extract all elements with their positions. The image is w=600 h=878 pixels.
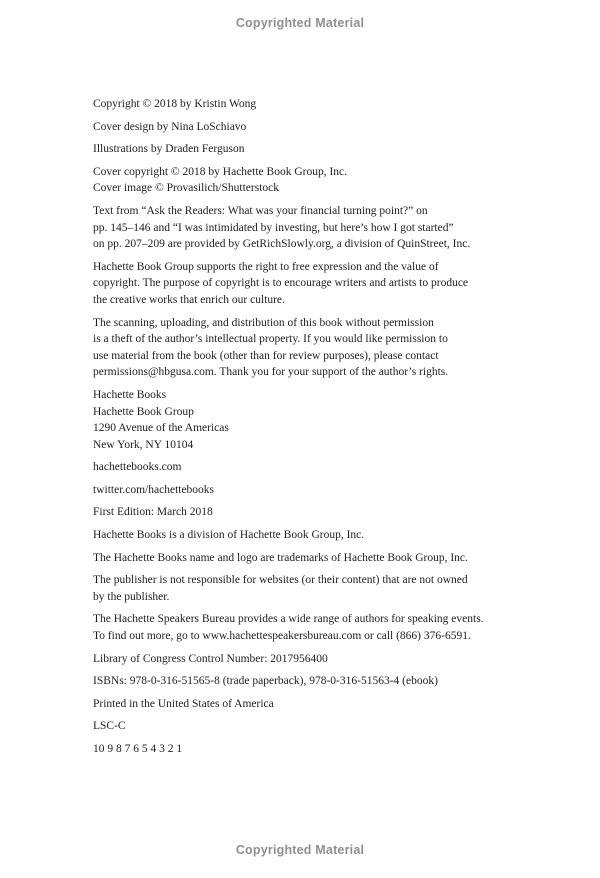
paragraph	[93, 203, 523, 253]
paragraph	[93, 741, 523, 758]
text-line: permissions@hbgusa.com. Thank you for your support of the author’s rights.	[93, 366, 449, 379]
text-line: hachettebooks.com	[93, 461, 182, 474]
text-line: Cover copyright © 2018 by Hachette Book Group, Inc.	[93, 165, 348, 178]
text-line: Illustrations by Draden Ferguson	[93, 143, 245, 156]
paragraph	[93, 611, 523, 644]
paragraph	[93, 696, 523, 713]
text-line: Library of Congress Control Number: 2017956400	[93, 652, 328, 665]
text-line: Text from “Ask the Readers: What was your financial turning point?” on	[93, 204, 428, 217]
paragraph	[93, 673, 523, 690]
text-line: Copyright © 2018 by Kristin Wong	[93, 98, 257, 110]
text-line: use material from the book (other than for review purposes), please contact	[93, 349, 439, 362]
paragraph	[93, 96, 523, 113]
text-line: To find out more, go to www.hachettespeakersbureau.com or call (866) 376-6591.	[93, 630, 471, 643]
text-line: 1290 Avenue of the Americas	[93, 422, 229, 435]
text-line: The Hachette Speakers Bureau provides a wide range of authors for speaking events.	[93, 613, 484, 626]
paragraph	[93, 718, 523, 735]
text-line: Printed in the United States of America	[93, 697, 274, 710]
paragraph	[93, 550, 523, 567]
paragraph	[93, 164, 523, 197]
text-line: First Edition: March 2018	[93, 506, 213, 519]
text-line: New York, NY 10104	[93, 438, 194, 451]
paragraph	[93, 504, 523, 521]
text-line: ISBNs: 978-0-316-51565-8 (trade paperback), 978-0-316-51563-4 (ebook)	[93, 675, 438, 688]
paragraph	[93, 651, 523, 668]
text-line: The Hachette Books name and logo are trademarks of Hachette Book Group, Inc.	[93, 551, 468, 564]
copyrighted-material-watermark-top: Copyrighted Material	[235, 16, 365, 30]
text-line: is a theft of the author’s intellectual property. If you would like permission to	[93, 333, 448, 346]
text-line: 10 9 8 7 6 5 4 3 2 1	[93, 743, 183, 755]
text-line: The publisher is not responsible for websites (or their content) that are not owned	[93, 574, 468, 587]
text-line: Hachette Book Group	[93, 405, 194, 418]
text-line: on pp. 207–209 are provided by GetRichSlowly.org, a division of QuinStreet, Inc.	[93, 238, 471, 251]
copyright-text-block	[93, 96, 523, 764]
text-line: LSC-C	[93, 720, 126, 733]
paragraph	[93, 315, 523, 381]
text-line: Hachette Books is a division of Hachette Book Group, Inc.	[93, 529, 365, 542]
text-line: The scanning, uploading, and distribution of this book without permission	[93, 316, 434, 329]
text-line: Cover design by Nina LoSchiavo	[93, 120, 247, 133]
paragraph	[93, 459, 523, 476]
text-line: the creative works that enrich our culture.	[93, 293, 285, 306]
text-line: twitter.com/hachettebooks	[93, 483, 215, 496]
paragraph	[93, 572, 523, 605]
text-line: Hachette Book Group supports the right to free expression and the value of	[93, 260, 439, 273]
paragraph	[93, 527, 523, 544]
paragraph	[93, 119, 523, 136]
text-line: Hachette Books	[93, 388, 167, 401]
paragraph	[93, 141, 523, 158]
text-line: Cover image © Provasilich/Shutterstock	[93, 182, 279, 195]
paragraph	[93, 482, 523, 499]
text-line: pp. 145–146 and “I was intimidated by investing, but here’s how I got started”	[93, 221, 454, 234]
paragraph	[93, 387, 523, 453]
text-line: copyright. The purpose of copyright is to encourage writers and artists to produce	[93, 277, 469, 290]
copyrighted-material-watermark-bottom: Copyrighted Material	[235, 843, 365, 857]
paragraph	[93, 259, 523, 309]
text-line: by the publisher.	[93, 590, 170, 603]
